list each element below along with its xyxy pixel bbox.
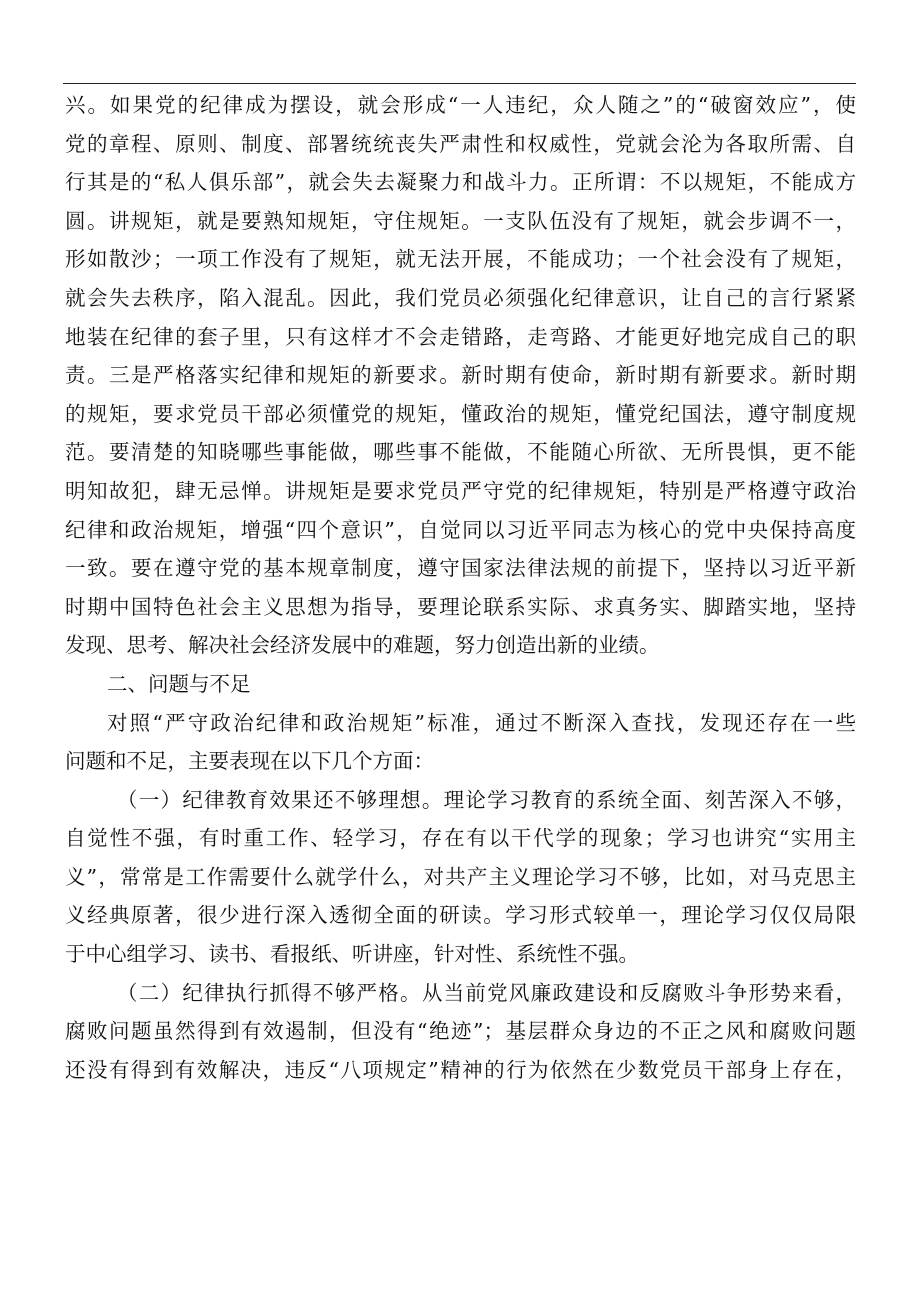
section-heading: 二、问题与不足 — [107, 671, 251, 696]
text-line: 明知故犯，肆无忌惮。讲规矩是要求党员严守党的纪律规矩，特别是严格遵守政治 — [65, 478, 856, 503]
text-line: 发现、思考、解决社会经济发展中的难题，努力创造出新的业绩。 — [65, 633, 660, 658]
text-line: 时期中国特色社会主义思想为指导，要理论联系实际、求真务实、脚踏实地，坚持 — [65, 594, 856, 619]
text-line: 圆。讲规矩，就是要熟知规矩，守住规矩。一支队伍没有了规矩，就会步调不一， — [65, 208, 856, 233]
text-line: 兴。如果党的纪律成为摆设，就会形成“一人违纪，众人随之”的“破窗效应”，使 — [65, 93, 856, 117]
text-line: 纪律和政治规矩，增强“四个意识”，自觉同以习近平同志为核心的党中央保持高度 — [65, 517, 856, 542]
text-line: 的规矩，要求党员干部必须懂党的规矩，懂政治的规矩，懂党纪国法，遵守制度规 — [65, 401, 856, 426]
text-line: 地装在纪律的套子里，只有这样才不会走错路，走弯路、才能更好地完成自己的职 — [65, 324, 856, 349]
subsection-line: （一）纪律教育效果还不够理想。理论学习教育的系统全面、刻苦深入不够， — [117, 787, 856, 812]
document-body — [65, 86, 856, 1089]
text-line: 还没有得到有效解决，违反“八项规定”精神的行为依然在少数党员干部身上存在， — [65, 1057, 856, 1082]
text-line: 一致。要在遵守党的基本规章制度，遵守国家法律法规的前提下，坚持以习近平新 — [65, 556, 856, 581]
text-line: 行其是的“私人俱乐部”，就会失去凝聚力和战斗力。正所谓：不以规矩，不能成方 — [65, 170, 856, 195]
text-line: 形如散沙；一项工作没有了规矩，就无法开展，不能成功；一个社会没有了规矩， — [65, 247, 856, 272]
text-line: 党的章程、原则、制度、部署统统丧失严肃性和权威性，党就会沦为各取所需、自 — [65, 131, 856, 156]
text-line: 问题和不足，主要表现在以下几个方面： — [65, 749, 434, 774]
text-line: 范。要清楚的知晓哪些事能做，哪些事不能做，不能随心所欲、无所畏惧，更不能 — [65, 440, 856, 465]
subsection-line: （二）纪律执行抓得不够严格。从当前党风廉政建设和反腐败斗争形势来看， — [117, 980, 856, 1005]
text-line: 腐败问题虽然得到有效遏制，但没有“绝迹”；基层群众身边的不正之风和腐败问题 — [65, 1019, 856, 1044]
header-rule — [63, 83, 856, 84]
text-line: 于中心组学习、读书、看报纸、听讲座，针对性、系统性不强。 — [65, 942, 639, 967]
text-line: 责。三是严格落实纪律和规矩的新要求。新时期有使命，新时期有新要求。新时期 — [65, 363, 856, 388]
text-line: 就会失去秩序，陷入混乱。因此，我们党员必须强化纪律意识，让自己的言行紧紧 — [65, 285, 856, 310]
text-line: 义”，常常是工作需要什么就学什么，对共产主义理论学习不够，比如，对马克思主 — [65, 864, 856, 889]
text-line: 对照“严守政治纪律和政治规矩”标准，通过不断深入查找，发现还存在一些 — [107, 710, 856, 735]
text-line: 自觉性不强，有时重工作、轻学习，存在有以干代学的现象；学习也讲究“实用主 — [65, 826, 856, 851]
text-line: 义经典原著，很少进行深入透彻全面的研读。学习形式较单一，理论学习仅仅局限 — [65, 903, 856, 928]
